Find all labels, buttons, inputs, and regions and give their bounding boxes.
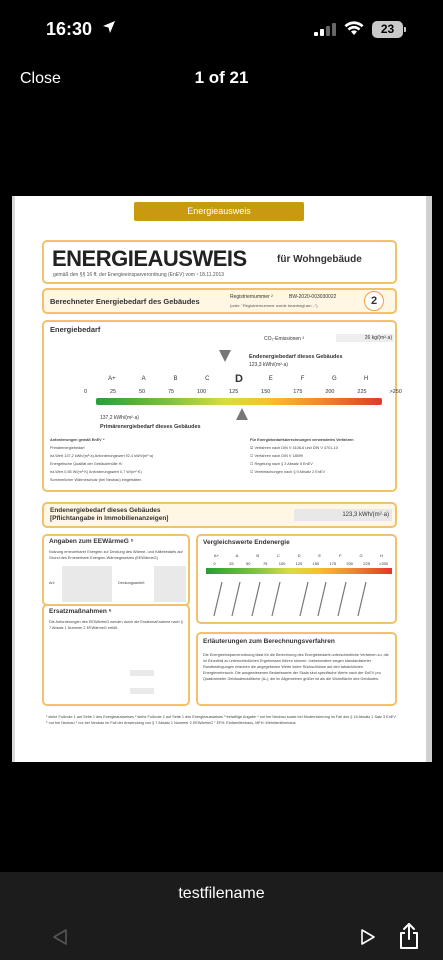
procedure-label: Verfahren nach DIN V 4108-6 und DIN V 4701-10 [254, 446, 338, 450]
vergleich-class: F [339, 553, 342, 558]
page-counter: 1 of 21 [194, 68, 249, 87]
procedure-line: Für Energiebedarfsberechnungen verwendetes Verfahren [250, 438, 354, 442]
document-header-badge: Energieausweis [134, 202, 304, 221]
vergleich-scale-bar [206, 568, 392, 574]
efficiency-class: A+ [108, 376, 116, 382]
eewg-text: Nutzung erneuerbarer Energien zur Deckung des Wärme- und Kältebedarfs auf Grund des Erneuerbare-Energien-Wärmegesetzes (EEWärmeG) [49, 550, 183, 560]
share-button[interactable] [398, 922, 420, 955]
efficiency-class: G [332, 376, 337, 382]
procedure-line: ☐ Vereinfachungen nach § 9 Absatz 2 EnEV [250, 470, 325, 474]
scale-tick: 150 [261, 389, 271, 395]
procedure-label: Verfahren nach DIN V 18599 [254, 454, 304, 458]
bedarf-header [42, 288, 397, 314]
procedure-line: ☐ Regelung nach § 3 Absatz 5 EnEV [250, 462, 313, 466]
procedure-label: Vereinfachungen nach § 9 Absatz 2 EnEV [254, 470, 325, 474]
vergleich-class: B [256, 553, 260, 558]
endenergie-label: Endenergiebedarf dieses Gebäudes [249, 354, 343, 360]
vergleich-class: D [297, 553, 301, 558]
previous-page-button[interactable] [52, 928, 68, 951]
scale-tick: 50 [138, 389, 146, 395]
procedure-line: ☑ Verfahren nach DIN V 4108-6 und DIN V 4701-10 [250, 446, 338, 450]
requirement-line: Sommerlicher Wärmeschutz (bei Neubau) eingehalten [50, 478, 142, 482]
efficiency-class-row [96, 374, 382, 384]
endenergie-value: 123,3 kWh/(m²·a) [249, 362, 288, 368]
vergleich-tick: 225 [363, 561, 370, 566]
eewg-art-label: Art: [49, 581, 55, 585]
section-title: Energiebedarf [50, 325, 101, 334]
bottom-toolbar [0, 916, 443, 960]
scale-tick: 75 [167, 389, 175, 395]
erlaeuterungen-section [196, 632, 397, 706]
gebaeude-endenergie-box [42, 502, 397, 528]
vergleich-tick: 125 [295, 561, 303, 566]
requirements-list [50, 436, 230, 484]
gebaeude-title-line: Endenergiebedarf dieses Gebäudes [50, 507, 161, 514]
page-number-badge: 2 [364, 291, 384, 311]
triangle-right-icon [360, 928, 376, 946]
registration-number: BW-2020-003030022 [289, 294, 337, 300]
registration-label: Registriernummer ² [230, 294, 273, 300]
endenergie-marker-icon [219, 350, 231, 362]
erlaeuterungen-text: Die Energieeinsparverordnung lässt für die Berechnung des Energiebedarfs unterschiedliche Verfahren zu, die im Einzelfall zu unterschiedlichen Ergebnissen führen können. Insbesondere wegen standardisierter Randbedingungen erlauben die angegebenen Werte keine Rückschlüsse auf den tatsächlichen Energieverbrauch. Die ausgewiesenen Bedarfswerte der Skala sind spezifische Werte nach der EnEV pro Quadratmeter Gebäudenutzfläche (Aₙ), die im Allgemeinen größer ist als die Wohnfläche des Gebäudes. [203, 653, 389, 681]
vergleich-class-row [206, 552, 392, 560]
eewg-deckung-field [154, 566, 186, 602]
document-title: ENERGIEAUSWEIS [52, 246, 247, 271]
scale-ticks [84, 389, 402, 395]
efficiency-class: C [205, 376, 210, 382]
registration-note: (oder: "Registriernummer wurde beantragt am...") [230, 303, 318, 308]
section-title: Angaben zum EEWärmeG ⁵ [49, 538, 134, 545]
triangle-left-icon [52, 928, 68, 946]
eewg-art-field [62, 566, 112, 602]
primaerenergie-label: Primärenergiebedarf dieses Gebäudes [100, 424, 201, 430]
vergleich-ticks [206, 560, 392, 568]
gebaeude-value: 123,3 kWh/(m²·a) [294, 509, 392, 521]
next-page-button[interactable] [360, 928, 376, 951]
wifi-icon [344, 21, 364, 41]
nav-bar [0, 60, 443, 100]
primaerenergie-value: 137,2 kWh/(m²·a) [100, 415, 139, 421]
vergleich-building-labels [208, 578, 388, 618]
vergleich-class: C [276, 553, 280, 558]
page-edge [426, 196, 432, 762]
vergleich-tick: 75 [262, 561, 268, 566]
ersatz-field [130, 670, 154, 676]
scale-tick: 0 [84, 389, 88, 395]
vergleich-tick: 200 [346, 561, 354, 566]
status-bar [0, 0, 443, 58]
ersatz-section [42, 604, 190, 706]
status-time: 16:30 [46, 19, 93, 39]
bedarf-title: Berechneter Energiebedarf des Gebäudes [50, 297, 200, 306]
efficiency-scale-bar [96, 398, 382, 405]
vergleich-tick: 175 [329, 561, 337, 566]
vergleich-tick: 100 [278, 561, 286, 566]
co2-label: CO₂-Emissionen ³ [264, 336, 305, 342]
gebaeude-title [50, 507, 168, 523]
scale-tick: 25 [109, 389, 117, 395]
vergleich-section [196, 534, 397, 624]
efficiency-class-current: D [235, 373, 243, 385]
requirement-line: Ist-Wert 137,2 kWh/(m²·a) Anforderungswert 92,4 kWh/(m²·a) [50, 454, 154, 458]
scale-tick: 225 [357, 389, 367, 395]
scale-tick: 100 [197, 389, 207, 395]
battery-icon: 23 [372, 21, 403, 38]
co2-value: 26 kg/(m²·a) [336, 334, 394, 342]
vergleich-tick: 25 [229, 561, 234, 566]
requirement-line: Ist-Wert 0,55 W/(m²·K) Anforderungswert 0,7 W/(m²·K) [50, 470, 142, 474]
scale-tick: 200 [325, 389, 335, 395]
procedure-list [250, 436, 395, 476]
title-box [42, 240, 397, 284]
vergleich-tick: 50 [246, 561, 251, 566]
file-name: testfilename [178, 885, 265, 902]
vergleich-tick: 150 [312, 561, 320, 566]
requirement-line: Primärenergiebedarf [50, 446, 85, 450]
section-title: Erläuterungen zum Berechnungsverfahren [203, 638, 335, 645]
document-page[interactable] [12, 196, 432, 762]
scale-tick: 175 [293, 389, 303, 395]
document-subtitle: für Wohngebäude [277, 254, 362, 265]
section-title: Vergleichswerte Endenergie [203, 539, 290, 546]
eewg-section [42, 534, 190, 606]
footnotes: ¹ siehe Fußnote 1 auf Seite 1 des Energieausweises ² siehe Fußnote 2 auf Seite 1 des Energieausweises ³ freiwillige Angabe ⁴ nur bei Neubau sowie bei Modernisierung im Fall des § 16 Absatz 1 Satz 3 EnEV ⁵ nur bei Neubau ⁶ nur bei Neubau im Fall der Anwendung von § 7 Absatz 1 Nummer 2 EEWärmeG ⁷ EFH: Einfamilienhaus, MFH: Mehrfamilienhaus [46, 715, 396, 725]
procedure-label: Regelung nach § 3 Absatz 5 EnEV [254, 462, 313, 466]
filename-bar [0, 872, 443, 916]
ersatz-text: Die Anforderungen des EEWärmeG werden durch die Ersatzmaßnahme nach § 7 Absatz 1 Nummer 2 EEWärmeG erfüllt. [49, 620, 183, 630]
vergleich-class: G [359, 553, 363, 558]
energiebedarf-section [42, 320, 402, 492]
requirement-line: Anforderungen gemäß EnEV ⁴ [50, 438, 105, 442]
scale-tick: 125 [229, 389, 239, 395]
efficiency-class: F [300, 376, 305, 382]
section-title: Ersatzmaßnahmen ⁶ [49, 608, 112, 615]
cellular-signal-icon [314, 23, 336, 41]
efficiency-class: E [268, 376, 273, 382]
efficiency-class: B [173, 376, 178, 382]
efficiency-class: A [141, 376, 146, 382]
eewg-deckung-label: Deckungsanteil: [118, 581, 146, 585]
battery-cap [404, 27, 406, 32]
page-edge [12, 196, 15, 762]
primaerenergie-marker-icon [236, 408, 248, 420]
share-icon [398, 922, 420, 950]
requirement-line: Energetische Qualität der Gebäudehülle Hₜ' [50, 462, 124, 466]
vergleich-tick: >250 [379, 561, 389, 566]
vergleich-class: H [380, 553, 384, 558]
location-arrow-icon [102, 20, 116, 39]
vergleich-tick: 0 [213, 561, 216, 566]
close-button[interactable]: Close [20, 70, 61, 87]
law-reference: gemäß den §§ 16 ff. der Energieeinsparverordnung (EnEV) vom ¹ 18.11.2013 [53, 272, 225, 278]
vergleich-class: E [318, 553, 322, 558]
procedure-line: ☐ Verfahren nach DIN V 18599 [250, 454, 304, 458]
vergleich-class: A [235, 553, 239, 558]
efficiency-class: H [363, 376, 369, 382]
scale-tick: >250 [389, 389, 402, 395]
vergleich-class: A+ [213, 553, 219, 558]
gebaeude-subtitle: [Pflichtangabe in Immobilienanzeigen] [50, 515, 169, 522]
ersatz-field [130, 688, 154, 694]
